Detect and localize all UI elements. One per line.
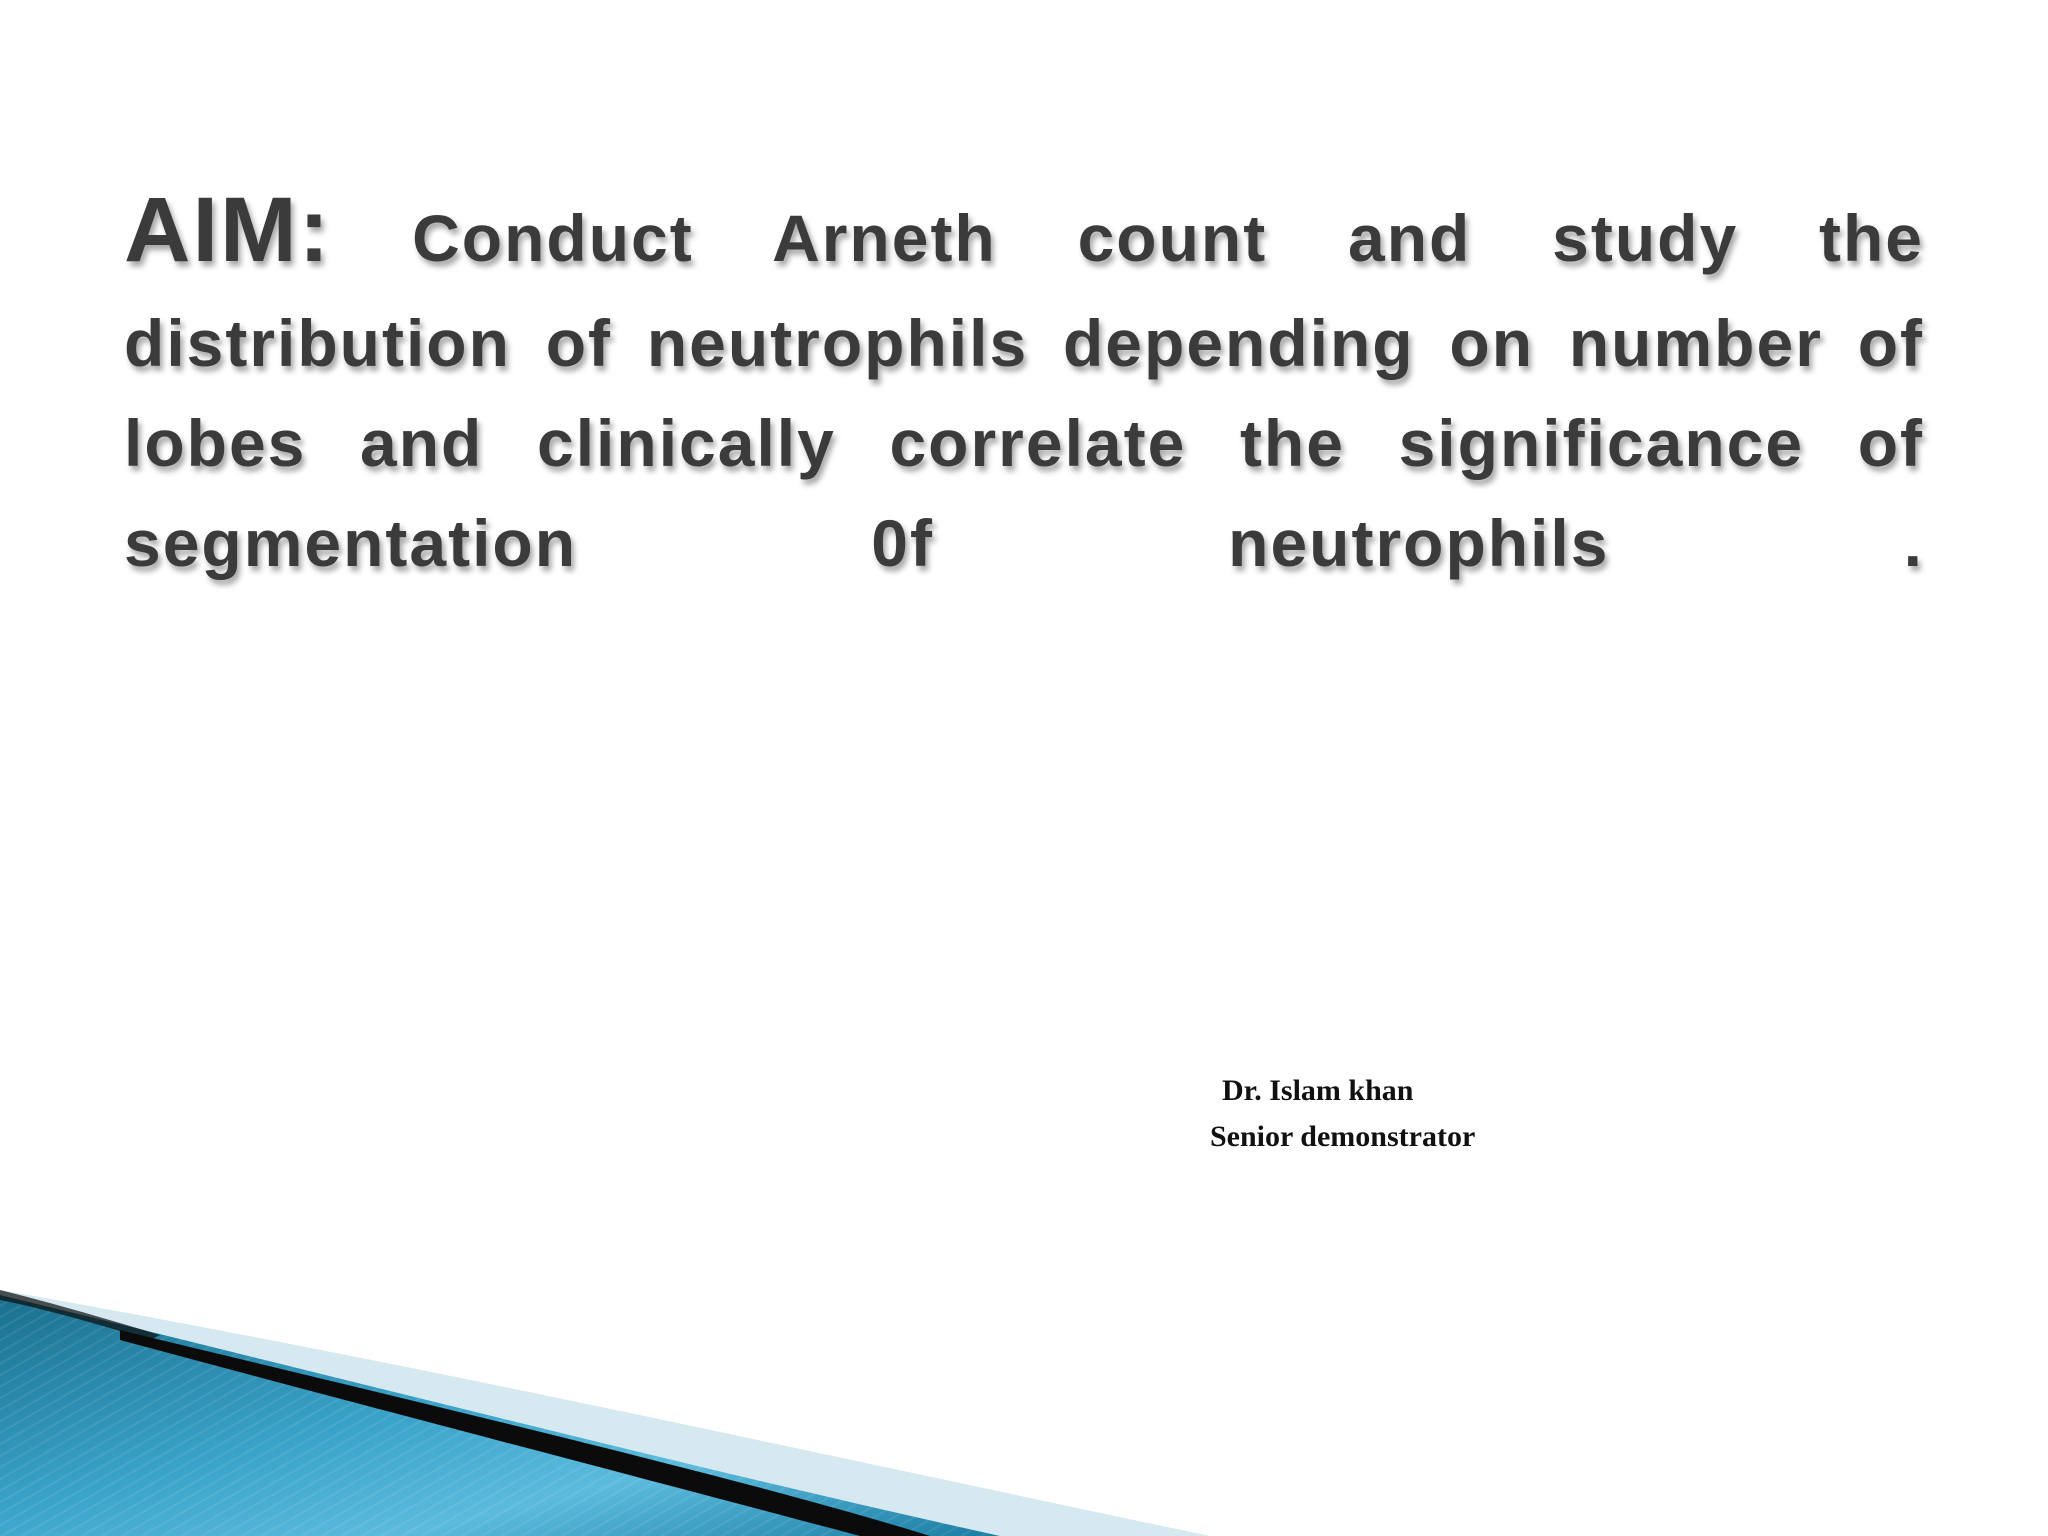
title-line-4: segmentation 0f neutrophils . bbox=[124, 506, 1924, 580]
author-name: Dr. Islam khan bbox=[1222, 1074, 1414, 1107]
author-role: Senior demonstrator bbox=[1210, 1120, 1476, 1153]
aim-label: AIM: bbox=[124, 179, 332, 281]
title-line-3: lobes and clinically correlate the significance of bbox=[124, 406, 1924, 480]
title-line-1-text: Conduct Arneth count and study the bbox=[412, 201, 1925, 275]
title-line-2: distribution of neutrophils depending on number of bbox=[124, 306, 1924, 380]
